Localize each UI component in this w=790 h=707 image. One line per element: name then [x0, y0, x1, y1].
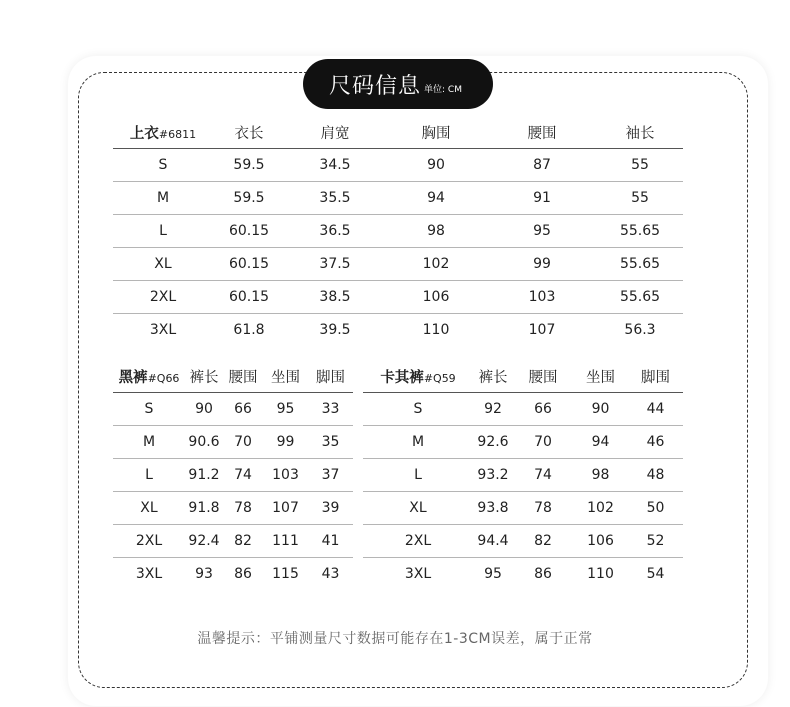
value-cell: 93 — [195, 566, 213, 582]
value-cell: 99 — [263, 426, 308, 459]
value-cell: 52 — [628, 525, 683, 558]
table-row — [113, 248, 683, 281]
column-header: 腰围 — [487, 117, 597, 149]
value-cell: 86 — [534, 566, 552, 582]
value-cell: 103 — [487, 281, 597, 314]
value-cell: 46 — [628, 426, 683, 459]
value-cell: 74 — [513, 459, 573, 492]
value-cell: 94 — [573, 426, 628, 459]
value-cell: 36.5 — [285, 215, 385, 248]
value-cell: 55 — [597, 182, 683, 215]
value-cell: 41 — [308, 525, 353, 558]
product-name: 卡其裤 — [380, 370, 424, 386]
value-cell: 60.15 — [213, 215, 285, 248]
value-cell: 55.65 — [597, 215, 683, 248]
table-row — [113, 215, 683, 248]
value-cell: 78 — [223, 492, 263, 525]
value-cell: 55.65 — [597, 248, 683, 281]
value-cell: 54 — [646, 566, 665, 582]
value-cell: 38.5 — [285, 281, 385, 314]
table-row — [113, 314, 683, 347]
column-header: 裤长 — [185, 361, 223, 393]
size-cell: 2XL — [363, 525, 473, 558]
value-cell: 70 — [513, 426, 573, 459]
column-header: 腰围 — [223, 361, 263, 393]
size-cell: S — [113, 149, 213, 182]
product-name: 上衣 — [129, 126, 159, 142]
unit-label: 单位: CM — [424, 84, 462, 95]
size-cell: S — [113, 393, 185, 426]
product-code: #6811 — [158, 128, 197, 141]
value-cell: 61.8 — [233, 322, 265, 338]
table-row — [113, 149, 683, 182]
size-cell: L — [363, 459, 473, 492]
value-cell: 70 — [223, 426, 263, 459]
size-cell: 2XL — [113, 281, 213, 314]
value-cell: 106 — [385, 281, 487, 314]
value-cell: 99 — [487, 248, 597, 281]
value-cell: 87 — [487, 149, 597, 182]
value-cell: 106 — [573, 525, 628, 558]
table-row — [113, 393, 353, 426]
table-row — [113, 558, 353, 591]
product-code: #Q59 — [423, 372, 456, 385]
size-cell: XL — [113, 492, 185, 525]
value-cell: 59.5 — [213, 182, 285, 215]
column-header: 肩宽 — [285, 117, 385, 149]
value-cell: 78 — [513, 492, 573, 525]
value-cell: 33 — [308, 393, 353, 426]
table-row — [113, 426, 353, 459]
value-cell: 94.4 — [473, 525, 513, 558]
value-cell: 91 — [487, 182, 597, 215]
table-row — [113, 459, 353, 492]
product-code: #Q66 — [147, 372, 180, 385]
value-cell: 115 — [272, 566, 299, 582]
value-cell: 44 — [628, 393, 683, 426]
title-text: 尺码信息 — [329, 73, 422, 99]
value-cell: 93.8 — [473, 492, 513, 525]
table-header-row — [363, 361, 683, 393]
column-header: 袖长 — [597, 117, 683, 149]
table-row — [363, 525, 683, 558]
value-cell: 60.15 — [213, 281, 285, 314]
value-cell: 37.5 — [285, 248, 385, 281]
value-cell: 110 — [422, 322, 450, 338]
value-cell: 95 — [263, 393, 308, 426]
value-cell: 93.2 — [473, 459, 513, 492]
title-badge — [303, 59, 493, 109]
value-cell: 90 — [573, 393, 628, 426]
column-header: 脚围 — [628, 361, 683, 393]
value-cell: 90.6 — [185, 426, 223, 459]
size-cell: M — [363, 426, 473, 459]
top-size-table — [113, 117, 683, 346]
size-cell: 2XL — [113, 525, 185, 558]
value-cell: 66 — [513, 393, 573, 426]
table-row — [363, 459, 683, 492]
size-cell: 3XL — [135, 566, 163, 582]
value-cell: 39 — [308, 492, 353, 525]
value-cell: 37 — [308, 459, 353, 492]
size-cell: 3XL — [404, 566, 432, 582]
product-name: 黑裤 — [118, 370, 148, 386]
column-header: 坐围 — [573, 361, 628, 393]
size-cell: 3XL — [149, 322, 177, 338]
value-cell: 95 — [484, 566, 502, 582]
size-cell: S — [363, 393, 473, 426]
column-header: 坐围 — [263, 361, 308, 393]
table-row — [363, 426, 683, 459]
value-cell: 39.5 — [319, 322, 351, 338]
product-label — [113, 361, 185, 393]
value-cell: 66 — [223, 393, 263, 426]
value-cell: 107 — [263, 492, 308, 525]
value-cell: 59.5 — [213, 149, 285, 182]
value-cell: 92.4 — [185, 525, 223, 558]
size-cell: XL — [113, 248, 213, 281]
column-header: 腰围 — [513, 361, 573, 393]
value-cell: 111 — [263, 525, 308, 558]
column-header: 衣长 — [213, 117, 285, 149]
value-cell: 82 — [513, 525, 573, 558]
value-cell: 102 — [385, 248, 487, 281]
value-cell: 95 — [487, 215, 597, 248]
table-header-row — [113, 117, 683, 149]
value-cell: 90 — [185, 393, 223, 426]
table-header-row — [113, 361, 353, 393]
value-cell: 48 — [628, 459, 683, 492]
table-row — [363, 558, 683, 591]
column-header: 裤长 — [473, 361, 513, 393]
size-cell: XL — [363, 492, 473, 525]
size-cell: L — [113, 215, 213, 248]
table-row — [113, 281, 683, 314]
value-cell: 110 — [587, 566, 614, 582]
value-cell: 91.8 — [185, 492, 223, 525]
khaki-pants-table — [363, 361, 683, 590]
size-cell: M — [113, 426, 185, 459]
value-cell: 92 — [473, 393, 513, 426]
measurement-note: 温馨提示：平铺测量尺寸数据可能存在1-3CM误差，属于正常 — [197, 631, 593, 647]
value-cell: 35 — [308, 426, 353, 459]
value-cell: 50 — [628, 492, 683, 525]
table-row — [113, 525, 353, 558]
product-label — [113, 117, 213, 149]
value-cell: 56.3 — [624, 322, 656, 338]
table-row — [113, 182, 683, 215]
value-cell: 86 — [234, 566, 252, 582]
value-cell: 91.2 — [185, 459, 223, 492]
value-cell: 94 — [385, 182, 487, 215]
value-cell: 90 — [385, 149, 487, 182]
table-row — [113, 492, 353, 525]
value-cell: 43 — [321, 566, 340, 582]
size-cell: L — [113, 459, 185, 492]
value-cell: 55.65 — [597, 281, 683, 314]
size-cell: M — [113, 182, 213, 215]
value-cell: 103 — [263, 459, 308, 492]
value-cell: 98 — [573, 459, 628, 492]
value-cell: 35.5 — [285, 182, 385, 215]
value-cell: 102 — [573, 492, 628, 525]
black-pants-table — [113, 361, 353, 590]
table-row — [363, 492, 683, 525]
column-header: 脚围 — [308, 361, 353, 393]
value-cell: 55 — [597, 149, 683, 182]
value-cell: 82 — [223, 525, 263, 558]
product-label — [363, 361, 473, 393]
value-cell: 107 — [528, 322, 556, 338]
table-row — [363, 393, 683, 426]
value-cell: 34.5 — [285, 149, 385, 182]
value-cell: 60.15 — [213, 248, 285, 281]
value-cell: 92.6 — [473, 426, 513, 459]
value-cell: 98 — [385, 215, 487, 248]
column-header: 胸围 — [385, 117, 487, 149]
value-cell: 74 — [223, 459, 263, 492]
